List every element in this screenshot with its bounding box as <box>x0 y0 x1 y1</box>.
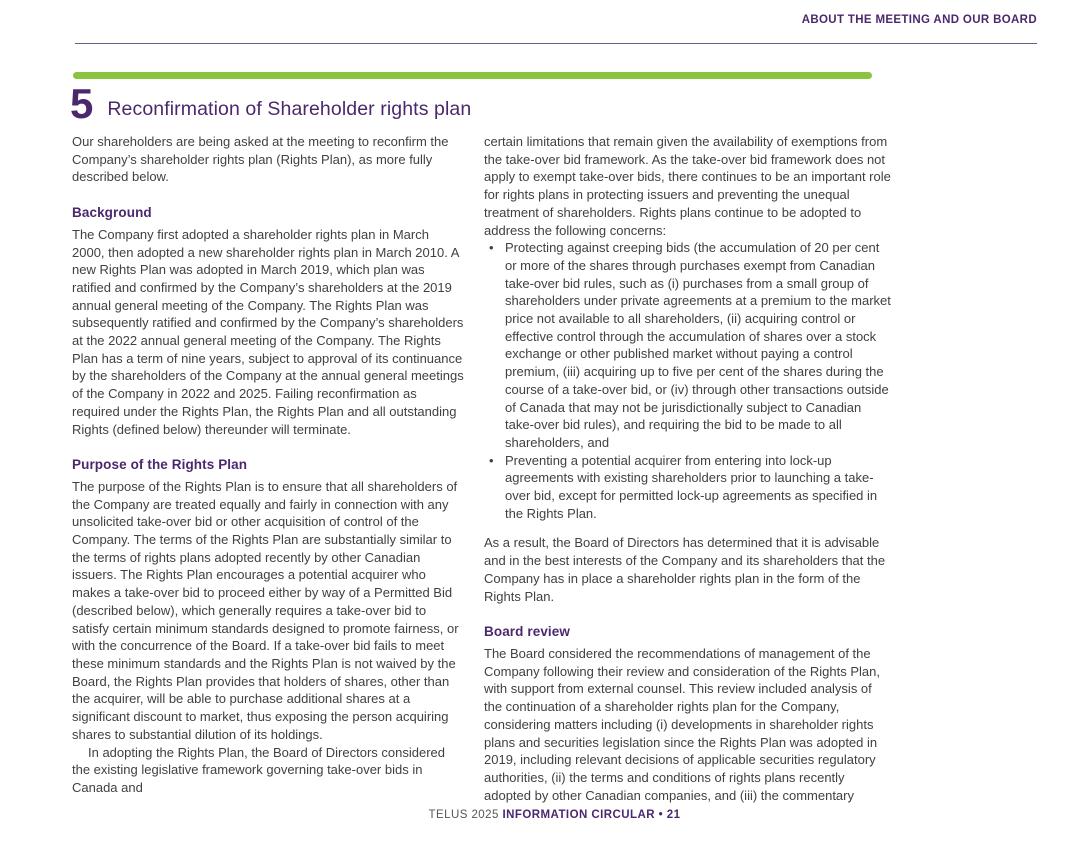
bullet-marker: • <box>489 240 494 256</box>
bullet-item-creeping-bids <box>484 239 892 451</box>
bullet-item-lockup-agreements <box>484 452 892 523</box>
intro-paragraph: Our shareholders are being asked at the meeting to reconfirm the Company’s shareholder rights plan (Rights Plan), as more fully described below. <box>72 134 449 185</box>
background-paragraph: The Company first adopted a shareholder rights plan in March 2000, then adopted a new shareholder rights plan in March 2010. A new Rights Plan was adopted in March 2019, which plan was ratified and confirmed by the Company’s shareholders at the 2019 annual general meeting of the Company. The Rights Plan was subsequently ratified and confirmed by the Company’s shareholders at the 2022 annual general meeting of the Company. The Rights Plan has a term of nine years, subject to approval of its continuance by the shareholders of the Company at the annual general meetings of the Company in 2022 and 2025. Failing reconfirmation as required under the Rights Plan, the Rights Plan and all outstanding Rights (defined below) thereunder will terminate. <box>72 226 464 437</box>
board-review-paragraph: The Board considered the recommendations of management of the Company following their review and consideration of the Rights Plan, with support from external counsel. This review included analysis of the continuation of a shareholder rights plan for the Company, considering matters including (i) developments in shareholder rights plans and securities legislation since the Rights Plan was adopted in 2019, including relevant decisions of applicable securities regulatory authorities, (ii) the terms and conditions of rights plans recently adopted by other Canadian companies, and (iii) the commentary <box>484 645 880 803</box>
purpose-heading: Purpose of the Rights Plan <box>72 457 248 473</box>
left-column <box>72 133 464 797</box>
section-heading <box>70 80 472 127</box>
bullet-marker: • <box>489 452 494 468</box>
purpose-paragraph-1: The purpose of the Rights Plan is to ensure that all shareholders of the Company are treated equally and fairly in connection with any unsolicited take-over bid or other acquisition of control of the Company. The terms of the Rights Plan are substantially similar to the terms of rights plans adopted recently by other Canadian issuers. The Rights Plan encourages a potential acquirer who makes a take-over bid to proceed either by way of a Permitted Bid (described below), which generally requires a take-over bid to satisfy certain minimum standards designed to promote fairness, or with the concurrence of the Board. If a take-over bid fails to meet these minimum standards and the Rights Plan is not waived by the Board, the Rights Plan provides that holders of shares, other than the acquirer, will be able to purchase additional shares at a significant discount to market, thus exposing the person acquiring shares to substantial dilution of its holdings. <box>72 478 459 742</box>
footer-company-year: TELUS 2025 <box>428 809 503 821</box>
result-paragraph: As a result, the Board of Directors has determined that it is advisable and in the best interests of the Company and its shareholders that the Company has in place a shareholder rights plan in the form of the Rights Plan. <box>484 535 886 604</box>
section-title: Reconfirmation of Shareholder rights plan <box>107 98 472 120</box>
page-header-label: ABOUT THE MEETING AND OUR BOARD <box>801 14 1037 26</box>
background-heading: Background <box>72 205 152 221</box>
continuation-paragraph: certain limitations that remain given the availability of exemptions from the take-over bid framework. As the take-over bid framework does not apply to exempt take-over bids, there continues to be an important role for rights plans in protecting issuers and preventing the unequal treatment of shareholders. Rights plans continue to be adopted to address the following concerns: <box>484 134 891 238</box>
footer-document-page-number: INFORMATION CIRCULAR • 21 <box>502 809 681 821</box>
bullet-text: Protecting against creeping bids (the accumulation of 20 per cent or more of the shares through purchases exempt from Canadian take-over bid rules, such as (i) purchases from a small group of shareholders under private agreements at a premium to the market price not available to all shareholders, (ii) acquiring control or effective control through the accumulation of shares over a stock exchange or other published market without paying a control premium, (iii) acquiring up to five per cent of the shares during the course of a take-over bid, or (iv) through other transactions outside of Canada that may not be jurisdictionally subject to Canadian take-over bid rules), and requiring the bid to be made to all shareholders, and <box>505 240 891 450</box>
bullet-text: Preventing a potential acquirer from entering into lock-up agreements with existing shareholders prior to launching a take-over bid, except for permitted lock-up agreements as specified in the Rights Plan. <box>505 452 878 521</box>
concerns-bullet-list <box>484 239 892 522</box>
purpose-paragraph-2: In adopting the Rights Plan, the Board of Directors considered the existing legislative framework governing take-over bids in Canada and <box>72 744 445 795</box>
section-number: 5 <box>70 80 94 127</box>
section-accent-bar <box>73 72 872 79</box>
header-divider <box>75 43 1037 44</box>
page-footer <box>72 809 1037 821</box>
right-column <box>484 133 892 822</box>
board-review-heading: Board review <box>484 624 570 640</box>
